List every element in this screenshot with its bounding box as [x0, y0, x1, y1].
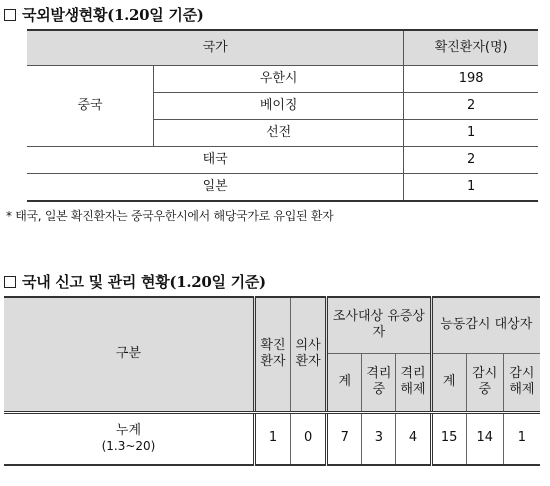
header-country: 국가 — [27, 30, 404, 66]
cell-inv-isolated: 3 — [362, 412, 396, 465]
table-row — [27, 66, 538, 93]
header-confirmed: 확진환자(명) — [404, 30, 538, 66]
table-header-row — [4, 297, 540, 353]
cell-mon-active: 14 — [466, 412, 503, 465]
cell-confirmed: 1 — [254, 412, 290, 465]
table-row — [27, 147, 538, 174]
header-monitoring: 능동감시 대상자 — [431, 297, 540, 353]
row-label: 누계 — [115, 422, 142, 438]
city-wuhan: 우한시 — [154, 66, 404, 93]
header-investigation: 조사대상 유증상자 — [327, 297, 431, 353]
header-mon-released: 감시해제 — [503, 353, 540, 412]
overseas-status-heading: 국외발생현황(1.20일 기준) — [4, 4, 204, 25]
header-inv-total: 계 — [327, 353, 362, 412]
footnote: * 태국, 일본 확진환자는 중국우한시에서 해당국가로 유입된 환자 — [6, 209, 334, 223]
checkbox-square-icon — [4, 9, 16, 21]
row-label-cumulative — [4, 412, 254, 465]
value-japan: 1 — [404, 174, 538, 202]
checkbox-square-icon — [4, 276, 16, 288]
overseas-cases-table — [27, 29, 538, 202]
header-mon-total: 계 — [431, 353, 466, 412]
cell-inv-total: 7 — [327, 412, 362, 465]
header-mon-active: 감시중 — [466, 353, 503, 412]
cell-mon-released: 1 — [503, 412, 540, 465]
header-category: 구분 — [4, 297, 254, 412]
value-shenzhen: 1 — [404, 120, 538, 147]
table-row — [27, 174, 538, 202]
header-suspected: 의사환자 — [291, 297, 327, 412]
country-thailand: 태국 — [27, 147, 404, 174]
country-japan: 일본 — [27, 174, 404, 202]
row-period: (1.3~20) — [101, 439, 156, 454]
header-inv-isolated: 격리중 — [362, 353, 396, 412]
value-beijing: 2 — [404, 93, 538, 120]
city-beijing: 베이징 — [154, 93, 404, 120]
header-inv-released: 격리해제 — [396, 353, 431, 412]
table-row — [4, 412, 540, 465]
cell-suspected: 0 — [291, 412, 327, 465]
country-china: 중국 — [27, 66, 154, 147]
cell-mon-total: 15 — [431, 412, 466, 465]
city-shenzhen: 선전 — [154, 120, 404, 147]
value-thailand: 2 — [404, 147, 538, 174]
cell-inv-released: 4 — [396, 412, 431, 465]
table-header-row — [27, 30, 538, 66]
domestic-status-heading: 국내 신고 및 관리 현황(1.20일 기준) — [4, 271, 266, 292]
header-confirmed: 확진환자 — [254, 297, 290, 412]
value-wuhan: 198 — [404, 66, 538, 93]
domestic-report-table — [4, 296, 540, 466]
